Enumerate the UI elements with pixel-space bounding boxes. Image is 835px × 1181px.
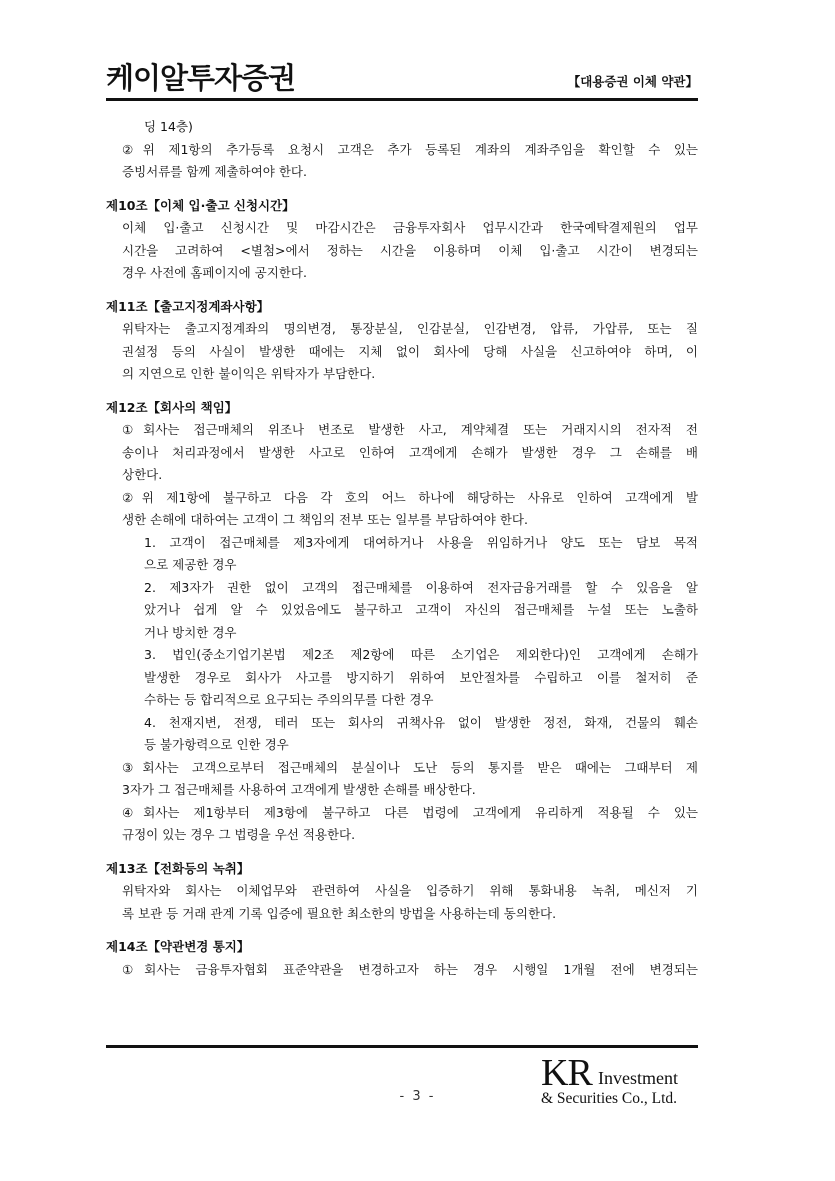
- text-line: ②위 제1항에 불구하고 다음 각 호의 어느 하나에 해당하는 사유로 인하여 고객에게 발: [122, 489, 698, 505]
- text-line: ②위 제1항의 추가등록 요청시 고객은 추가 등록된 계좌의 계좌주임을 확인할 수 있는: [122, 141, 698, 157]
- text-line: 수하는 등 합리적으로 요구되는 주의의무를 다한 경우: [144, 692, 434, 707]
- text-line: 위탁자는 출고지정계좌의 명의변경, 통장분실, 인감분실, 인감변경, 압류, 가압류, 또는 질: [122, 321, 698, 336]
- text-line: ③회사는 고객으로부터 접근매체의 분실이나 도난 등의 통지를 받은 때에는 그때부터 제: [122, 759, 698, 775]
- text-line: 딩 14층): [144, 119, 193, 134]
- text-line: 등 불가항력으로 인한 경우: [144, 737, 289, 752]
- article-heading: 제11조【출고지정계좌사항】: [106, 298, 270, 314]
- article-12: [106, 397, 698, 847]
- article-heading: 제13조【전화등의 녹취】: [106, 860, 250, 876]
- text-line: 이체 입·출고 신청시간 및 마감시간은 금융투자회사 업무시간과 한국예탁결제원의 업무: [122, 220, 698, 235]
- article-heading: 제12조【회사의 책임】: [106, 399, 238, 415]
- logo-kr-mark: KR: [541, 1052, 592, 1094]
- article-14: [106, 936, 698, 981]
- text-line: 의 지연으로 인한 불이익은 위탁자가 부담한다.: [122, 366, 376, 381]
- text-line: 생한 손해에 대하여는 고객이 그 책임의 전부 또는 일부를 부담하여야 한다.: [122, 512, 528, 527]
- text-line: 2. 제3자가 권한 없이 고객의 접근매체를 이용하여 전자금융거래를 할 수 있음을 알: [144, 579, 698, 595]
- text-line: 증빙서류를 함께 제출하여야 한다.: [122, 164, 307, 179]
- text-line: 규정이 있는 경우 그 법령을 우선 적용한다.: [122, 827, 356, 842]
- text-line: 으로 제공한 경우: [144, 557, 237, 572]
- text-line: ④회사는 제1항부터 제3항에 불구하고 다른 법령에 고객에게 유리하게 적용될 수 있는: [122, 804, 698, 820]
- document-label: 【대용증권 이체 약관】: [567, 74, 698, 89]
- page-header: [106, 58, 698, 102]
- text-line: 록 보관 등 거래 관계 기록 입증에 필요한 최소한의 방법을 사용하는데 동의한다.: [122, 905, 557, 921]
- article-13: [106, 858, 698, 926]
- text-line: 상한다.: [122, 467, 163, 482]
- text-line: 4. 천재지변, 전쟁, 테러 또는 회사의 귀책사유 없이 발생한 정전, 화재, 건물의 훼손: [144, 714, 698, 730]
- text-line: 거나 방치한 경우: [144, 624, 237, 640]
- text-line: 1. 고객이 접근매체를 제3자에게 대여하거나 사용을 위임하거나 양도 또는 담보 목적: [144, 534, 698, 550]
- text-line: 시간을 고려하여 <별첨>에서 정하는 시간을 이용하며 이체 입·출고 시간이 변경되는: [122, 242, 698, 258]
- document-body: [106, 116, 698, 981]
- page-number: - 3 -: [399, 1089, 436, 1104]
- article-heading: 제14조【약관변경 통지】: [106, 939, 250, 954]
- logo-investment-text: Investment: [598, 1068, 678, 1088]
- company-logo: [541, 1053, 701, 1113]
- text-line: 경우 사전에 홈페이지에 공지한다.: [122, 265, 307, 280]
- text-line: 송이나 처리과정에서 발생한 사고로 인하여 고객에게 손해가 발생한 경우 그 손해를 배: [122, 444, 698, 460]
- intro-section: [106, 116, 698, 184]
- text-line: 았거나 쉽게 알 수 있었음에도 불구하고 고객이 자신의 접근매체를 누설 또는 노출하: [144, 602, 698, 617]
- text-line: 위탁자와 회사는 이체업무와 관련하여 사실을 입증하기 위해 통화내용 녹취, 메신저 기: [122, 883, 698, 898]
- text-line: 3. 법인(중소기업기본법 제2조 제2항에 따른 소기업은 제외한다)인 고객에게 손해가: [144, 647, 698, 662]
- article-11: [106, 296, 698, 386]
- text-line: ①회사는 접근매체의 위조나 변조로 발생한 사고, 계약체결 또는 거래지시의 전자적 전: [122, 422, 698, 437]
- text-line: ①회사는 금융투자협회 표준약관을 변경하고자 하는 경우 시행일 1개월 전에 변경되는: [122, 961, 698, 977]
- text-line: 권설정 등의 사실이 발생한 때에는 지체 없이 회사에 당해 사실을 신고하여야 하며, 이: [122, 343, 698, 359]
- footer-divider: [106, 1045, 698, 1048]
- article-heading: 제10조【이체 입·출고 신청시간】: [106, 197, 295, 213]
- text-line: 발생한 경우로 회사가 사고를 방지하기 위하여 보안절차를 수립하고 이를 철저히 준: [144, 669, 698, 685]
- logo-securities-text: & Securities Co., Ltd.: [541, 1090, 678, 1107]
- text-line: 3자가 그 접근매체를 사용하여 고객에게 발생한 손해를 배상한다.: [122, 782, 476, 797]
- article-10: [106, 195, 698, 285]
- header-divider: [106, 98, 698, 101]
- brand-title: 케이알투자증권: [106, 61, 296, 95]
